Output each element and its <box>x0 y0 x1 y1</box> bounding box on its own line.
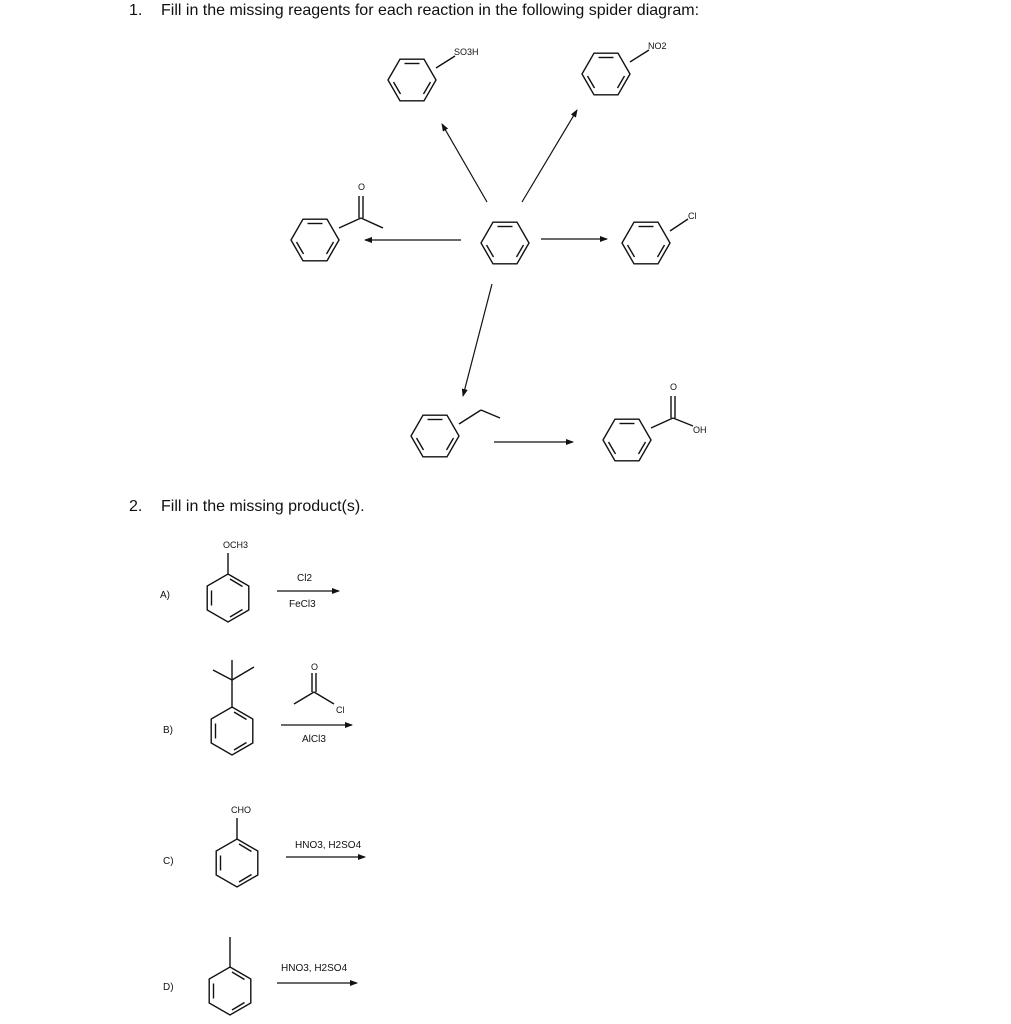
arrow-to-sulfonic-acid <box>442 124 487 202</box>
part-d-reagent-top: HNO3, H2SO4 <box>281 963 348 974</box>
part-b-letter: B) <box>163 725 173 736</box>
question-1-number: 1. <box>129 2 143 19</box>
part-d <box>163 937 357 1015</box>
part-b-acyl-cl: Cl <box>336 705 345 715</box>
part-c-letter: C) <box>163 856 174 867</box>
part-c-reagent-top: HNO3, H2SO4 <box>295 840 362 851</box>
question-2-text: Fill in the missing product(s). <box>161 498 365 515</box>
ketone-o-label: O <box>358 182 366 192</box>
part-a <box>160 540 339 622</box>
arrow-to-nitrobenzene <box>522 110 577 202</box>
chloro-label: Cl <box>688 211 697 221</box>
question-2-number: 2. <box>129 498 143 515</box>
part-b-reagent-bottom: AlCl3 <box>302 734 326 745</box>
part-a-letter: A) <box>160 590 170 601</box>
part-c-substituent: CHO <box>231 805 251 815</box>
part-b-acyl-o: O <box>311 662 319 672</box>
part-a-reagent-bottom: FeCl3 <box>289 599 316 610</box>
benzenesulfonic-acid <box>388 47 479 101</box>
nitrobenzene <box>582 41 667 95</box>
part-c <box>163 805 365 887</box>
ethylbenzene <box>411 410 500 457</box>
part-d-letter: D) <box>163 982 174 993</box>
benzene-center <box>481 222 529 264</box>
acid-o-label: O <box>670 382 678 392</box>
phenylacetic-acid <box>603 382 707 461</box>
part-a-reagent-top: Cl2 <box>297 573 313 584</box>
nitro-label: NO2 <box>648 41 667 51</box>
part-b <box>163 660 352 755</box>
sulfonic-label: SO3H <box>454 47 479 57</box>
chlorobenzene <box>622 211 697 264</box>
acid-oh-label: OH <box>693 425 707 435</box>
arrow-to-ethylbenzene <box>463 284 492 396</box>
part-a-substituent: OCH3 <box>223 540 249 550</box>
question-1-text: Fill in the missing reagents for each reaction in the following spider diagram: <box>161 2 700 19</box>
acetophenone <box>291 182 383 261</box>
